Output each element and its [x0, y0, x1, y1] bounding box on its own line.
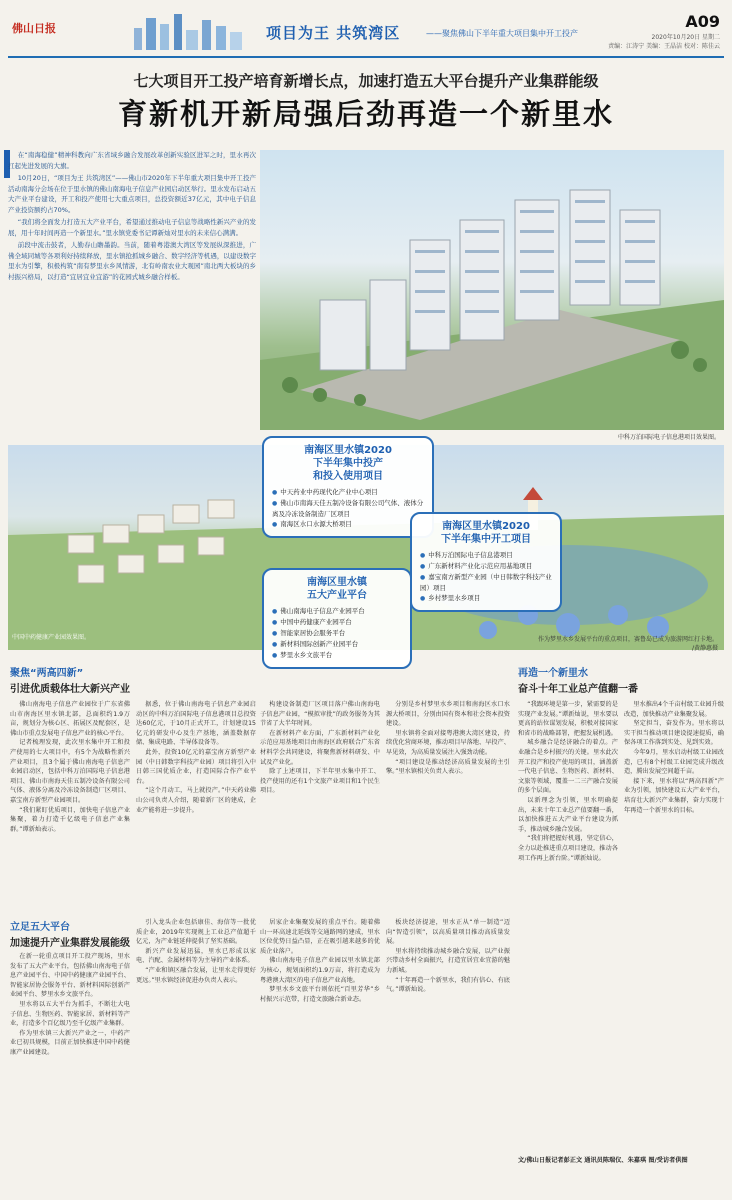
- body-paragraph: 除了上述项目，下半年里水集中开工、投产使用的还有1个文旅产业项目和1个民生项目。: [260, 768, 380, 795]
- list-item: ● 中天药业中药现代化产业中心项目: [272, 487, 424, 498]
- body-paragraph: 构建设备制造厂区项目落户佛山南海电子信息产业园，“模拟审批”的政务服务为其节省了大半年时间。: [260, 701, 380, 728]
- body-paragraph: “项目建设是推动经济高质量发展的主引擎。”里水镇相关负责人表示。: [386, 758, 510, 776]
- list-item: ● 智能家居协会服务平台: [272, 628, 402, 639]
- section1-col1: [10, 700, 130, 912]
- lead-paragraphs: [8, 150, 256, 440]
- photo2-credit: /黄静惠摄: [691, 645, 718, 652]
- section1-col3: [260, 700, 380, 912]
- section2-col4: [386, 918, 510, 1192]
- body-paragraph: 新兴产业发展迅猛，里水已形成以家电、汽配、金属材料等为主导的产业体系。: [136, 947, 256, 965]
- body-paragraph: 据悉，位于佛山南海电子信息产业园启动区的中科万泊国际电子信息港项目总投资达60亿元，于10月正式开工，计划建设15亿元的研发中心及生产基地，涵盖数据存储、集成电路、半导体设备等。: [136, 701, 256, 747]
- photo1-caption: 中科万泊国际电子信息港项目效果图。: [617, 434, 720, 441]
- body-paragraph: 里水将持续推动城乡融合发展，以产业振兴带动乡村全面振兴，打造宜居宜业宜游的魅力新城。: [386, 947, 510, 974]
- list-item: ● 佛山南海电子信息产业园平台: [272, 606, 402, 617]
- body-paragraph: 佛山南海电子信息产业园以里水镇北部为核心，规划面积约1.9万亩，将打造成为粤港澳大湾区的电子信息产业高地。: [260, 957, 380, 984]
- lead-paragraph: “我们将全面发力打造五大产业平台，希望通过推动电子信息等战略性新兴产业的发展，用十年时间再造一个新里水。”里水镇党委书记谭新灿对里水的未来信心满满。: [8, 218, 256, 237]
- section2-subtitle: 加速提升产业集群发展能级: [10, 938, 130, 949]
- photo2-caption-right: 作为梦里水乡发展平台的重点项目，赛鲁岛已成为旅游网红打卡地。: [537, 636, 718, 643]
- invest-box-list: [272, 487, 424, 530]
- body-paragraph: 里水镇将全面对接粤港澳大湾区建设，持续优化营商环境，推动项目早落地、早投产、早见效，为高质量发展注入强劲动能。: [386, 729, 510, 756]
- body-paragraph: “这个月动工，马上就投产。”中天药业佛山公司负责人介绍，随着新厂区的建成，企业产能将进一步提升。: [136, 787, 256, 814]
- building-cluster-illustration: [260, 150, 724, 430]
- section2-col1: [10, 952, 130, 1192]
- list-item: ● 乡村梦里水乡项目: [420, 593, 552, 604]
- list-item: ● 中科万泊国际电子信息港项目: [420, 550, 552, 561]
- body-paragraph: 引入龙头企业包括康佳、海信等一批优质企业，2019年实现规上工业总产值超千亿元，为产业链延伸提供了坚实基础。: [136, 919, 256, 946]
- section3-title: 再造一个新里水: [518, 668, 588, 679]
- issue-date: 2020年10月20日 星期二: [651, 34, 720, 41]
- body-paragraph: “十年再造一个新里水，我们有信心、有底气。”谭新灿说。: [386, 976, 510, 994]
- platforms-box: [262, 568, 412, 669]
- list-item: ● 南海区水口水源大桥项目: [272, 519, 424, 530]
- lead-paragraph: 10月20日，“项目为王 共筑湾区”——佛山市2020年下半年重大项目集中开工投产活动南海分会场在位于里水镇的佛山南海电子信息产业园启动区举行。里水发布启动五大产业平台建设，开工和投产使用七大重点项目，总投资额近37亿元，其中电子信息产业投资额约占70%。: [8, 174, 256, 214]
- body-paragraph: “我们紧盯优质项目，加快电子信息产业集聚，着力打造千亿级电子信息产业集群。”谭新灿表示。: [10, 806, 130, 833]
- section2-title: 立足五大平台: [10, 922, 70, 933]
- platforms-box-list: [272, 606, 402, 661]
- section2-col3: [260, 918, 380, 1192]
- section1-subtitle: 引进优质载体壮大新兴产业: [10, 684, 130, 695]
- body-paragraph: 此外，投资10亿元的嘉宝南方新型产业园（中日韩数字科技产业园）项目将引入中日韩三国优质企业，打造国际合作产业平台。: [136, 748, 256, 785]
- masthead-logo: 佛山日报: [12, 22, 56, 35]
- platforms-box-title: 南海区里水镇 五大产业平台: [307, 577, 367, 601]
- body-paragraph: 在新一轮重点项目开工投产现场，里水发布了五大产业平台，包括佛山南海电子信息产业园平台、中国中药健康产业园平台、智能家居协会服务平台、新材料国际创新产业园平台、梦里水乡文旅平台。: [10, 953, 130, 999]
- photo2-caption-left: 中国中药健康产业园效果图。: [12, 634, 91, 641]
- body-paragraph: 坚定担当，奋发作为。里水将以实干担当推动项目建设提速提质，确保各项工作落到实处、见到实效。: [624, 720, 724, 747]
- body-paragraph: “产业和镇区融合发展，让里水走得更好更远。”里水镇经济促进办负责人表示。: [136, 966, 256, 984]
- section-banner: 项目为王 共筑湾区: [266, 24, 401, 42]
- section1-col2: [136, 700, 256, 912]
- start-box-title: 南海区里水镇2020 下半年集中开工项目: [441, 521, 531, 545]
- body-paragraph: 以新理念为引领，里水明确提出，未来十年工业总产值要翻一番，以加快推进五大产业平台建设为抓手，推动城乡融合发展。: [518, 796, 618, 833]
- invest-projects-box: [262, 436, 434, 538]
- body-paragraph: 在新材料产业方面，广东新材料产业化示范应用基地项目由南海区政府联合广东省材料学会共同建设，将聚焦新材料研发、中试及产业化。: [260, 729, 380, 766]
- section1-col4: [386, 700, 510, 912]
- kicker: 七大项目开工投产培育新增长点，加速打造五大平台提升产业集群能级: [133, 72, 599, 90]
- body-paragraph: 城乡融合是经济融合的着点。产业融合是乡村振兴的关键。里水此次开工投产和投产使用的项目，涵盖新一代电子信息、生物医药、新材料、文旅等领域，覆盖一二三产融合发展的多个层面。: [518, 739, 618, 795]
- editor-credits: 责编：江涛宁 美编：王晶洁 校对：陈佳云: [608, 43, 720, 50]
- section1-title: 聚焦“两高四新”: [10, 668, 84, 679]
- lead-paragraph: 在“南海稳健”精神科教向广东省域乡融合发展改革创新实验区进军之时，里水再次扛起先进发展的大旗。: [8, 151, 256, 170]
- body-paragraph: 接下来，里水将以“两高四新”产业为引领，加快建设五大产业平台，培育壮大新兴产业集群，奋力实现十年再造一个新里水的目标。: [624, 777, 724, 814]
- body-paragraph: 记者梳理发现，此次里水集中开工和投产使用的七大项目中，有5个为战略性新兴产业项目，且3个属于佛山南海电子信息产业园启动区，包括中科万泊国际电子信息港项目、佛山市南海天佳五制冷设备有限公司气体、液体分离及冷冻设备制造厂区项目、嘉宝南方新型产业园项目。: [10, 739, 130, 804]
- section2-col2: [136, 918, 256, 1192]
- body-paragraph: “我们将把握好机遇，坚定信心，全力以赴推进重点项目建设，推动各项工作再上新台阶。”谭新灿说。: [518, 835, 618, 862]
- page-header: [8, 8, 724, 58]
- body-paragraph: 梦里水乡文旅平台则依托“百里芳华”乡村振兴示范带，打造文旅融合新业态。: [260, 986, 380, 1003]
- body-paragraph: 佛山南海电子信息产业园位于广东省佛山市南海区里水镇北部，总面积约1.9万亩，规划分为核心区、拓展区及配套区，是佛山市重点发展电子信息产业的核心平台。: [10, 701, 130, 737]
- invest-box-title: 南海区里水镇2020 下半年集中投产 和投入使用项目: [304, 445, 392, 482]
- body-paragraph: 里水推出4个千亩村级工业园升级改造，加快推动产业集聚发展。: [624, 701, 724, 718]
- section3-col1: [518, 700, 618, 1150]
- body-paragraph: 分别是乡村梦里水乡项目和南海区水口水源大桥项目，分别由国有资本和社会资本投资建设。: [386, 701, 510, 728]
- body-paragraph: “我跟环境是第一步，紧需要的是实现产业发展。”谭新灿说，里水要以更高的站位谋划发展，积极对接国家和省市的战略部署，把握发展机遇。: [518, 701, 618, 737]
- section3-subtitle: 奋斗十年工业总产值翻一番: [518, 684, 638, 695]
- list-item: ● 梦里水乡文旅平台: [272, 650, 402, 661]
- city-skyline-graphic: [128, 10, 248, 50]
- body-paragraph: 居家企业集聚发展的重点平台。随着佛山一环高速北延线等交通路网的建成，里水区位优势日益凸显，正在吸引越来越多的优质企业落户。: [260, 919, 380, 955]
- byline: 文/佛山日报记者彭正文 通讯员陈瑞仪、朱嘉琪 图/受访者供图: [518, 1157, 688, 1164]
- project-rendering-photo: [260, 150, 724, 430]
- headline: 育新机开新局强后劲再造一个新里水: [117, 97, 614, 131]
- start-projects-box: [410, 512, 562, 612]
- list-item: ● 中国中药健康产业园平台: [272, 617, 402, 628]
- list-item: ● 广东新材料产业化示范应用基地项目: [420, 561, 552, 572]
- lead-paragraph: 前段中流击鼓者，人勤春山瞻墨韵。当前，随着粤港澳大湾区等发展纵深推进，广佛全域同城等各项利好持续释放，里水镇抢抓城乡融合、数字经济等机遇，以建设数字里水为引擎，积极构筑“南有梦里水乡风情游，北有岭南农业大观园”南北两大板块的乡村振兴格局，以打造“宜居宜业宜游”的花园式城乡融合样板。: [8, 241, 256, 281]
- page-number: A09: [685, 12, 720, 31]
- body-paragraph: 板块经济提速，里水正从“单一制造”迈向“智造引领”，以高质量项目推动高质量发展。: [386, 919, 510, 946]
- body-paragraph: 里水将以五大平台为抓手，不断壮大电子信息、生物医药、智能家居、新材料等产业，打造多个百亿级乃至千亿级产业集群。: [10, 1000, 130, 1028]
- list-item: ● 佛山市南海天佳五制冷设备有限公司气体、液体分离及冷冻设备制造厂区项目: [272, 498, 424, 519]
- body-paragraph: 今年9月，里水启动村级工业园改造，已有8个村级工业园完成升级改造，腾出发展空间超千亩。: [624, 748, 724, 776]
- section3-col2: [624, 700, 724, 1150]
- section-banner-sub: ——聚焦佛山下半年重大项目集中开工投产: [426, 29, 578, 38]
- start-box-list: [420, 550, 552, 604]
- list-item: ● 新材料国际创新产业园平台: [272, 639, 402, 650]
- list-item: ● 嘉宝南方新型产业园（中日韩数字科技产业园）项目: [420, 572, 552, 593]
- body-paragraph: 作为里水镇三大新兴产业之一，中药产业已初具规模，目前正加快推进中国中药健康产业园建设。: [10, 1029, 130, 1056]
